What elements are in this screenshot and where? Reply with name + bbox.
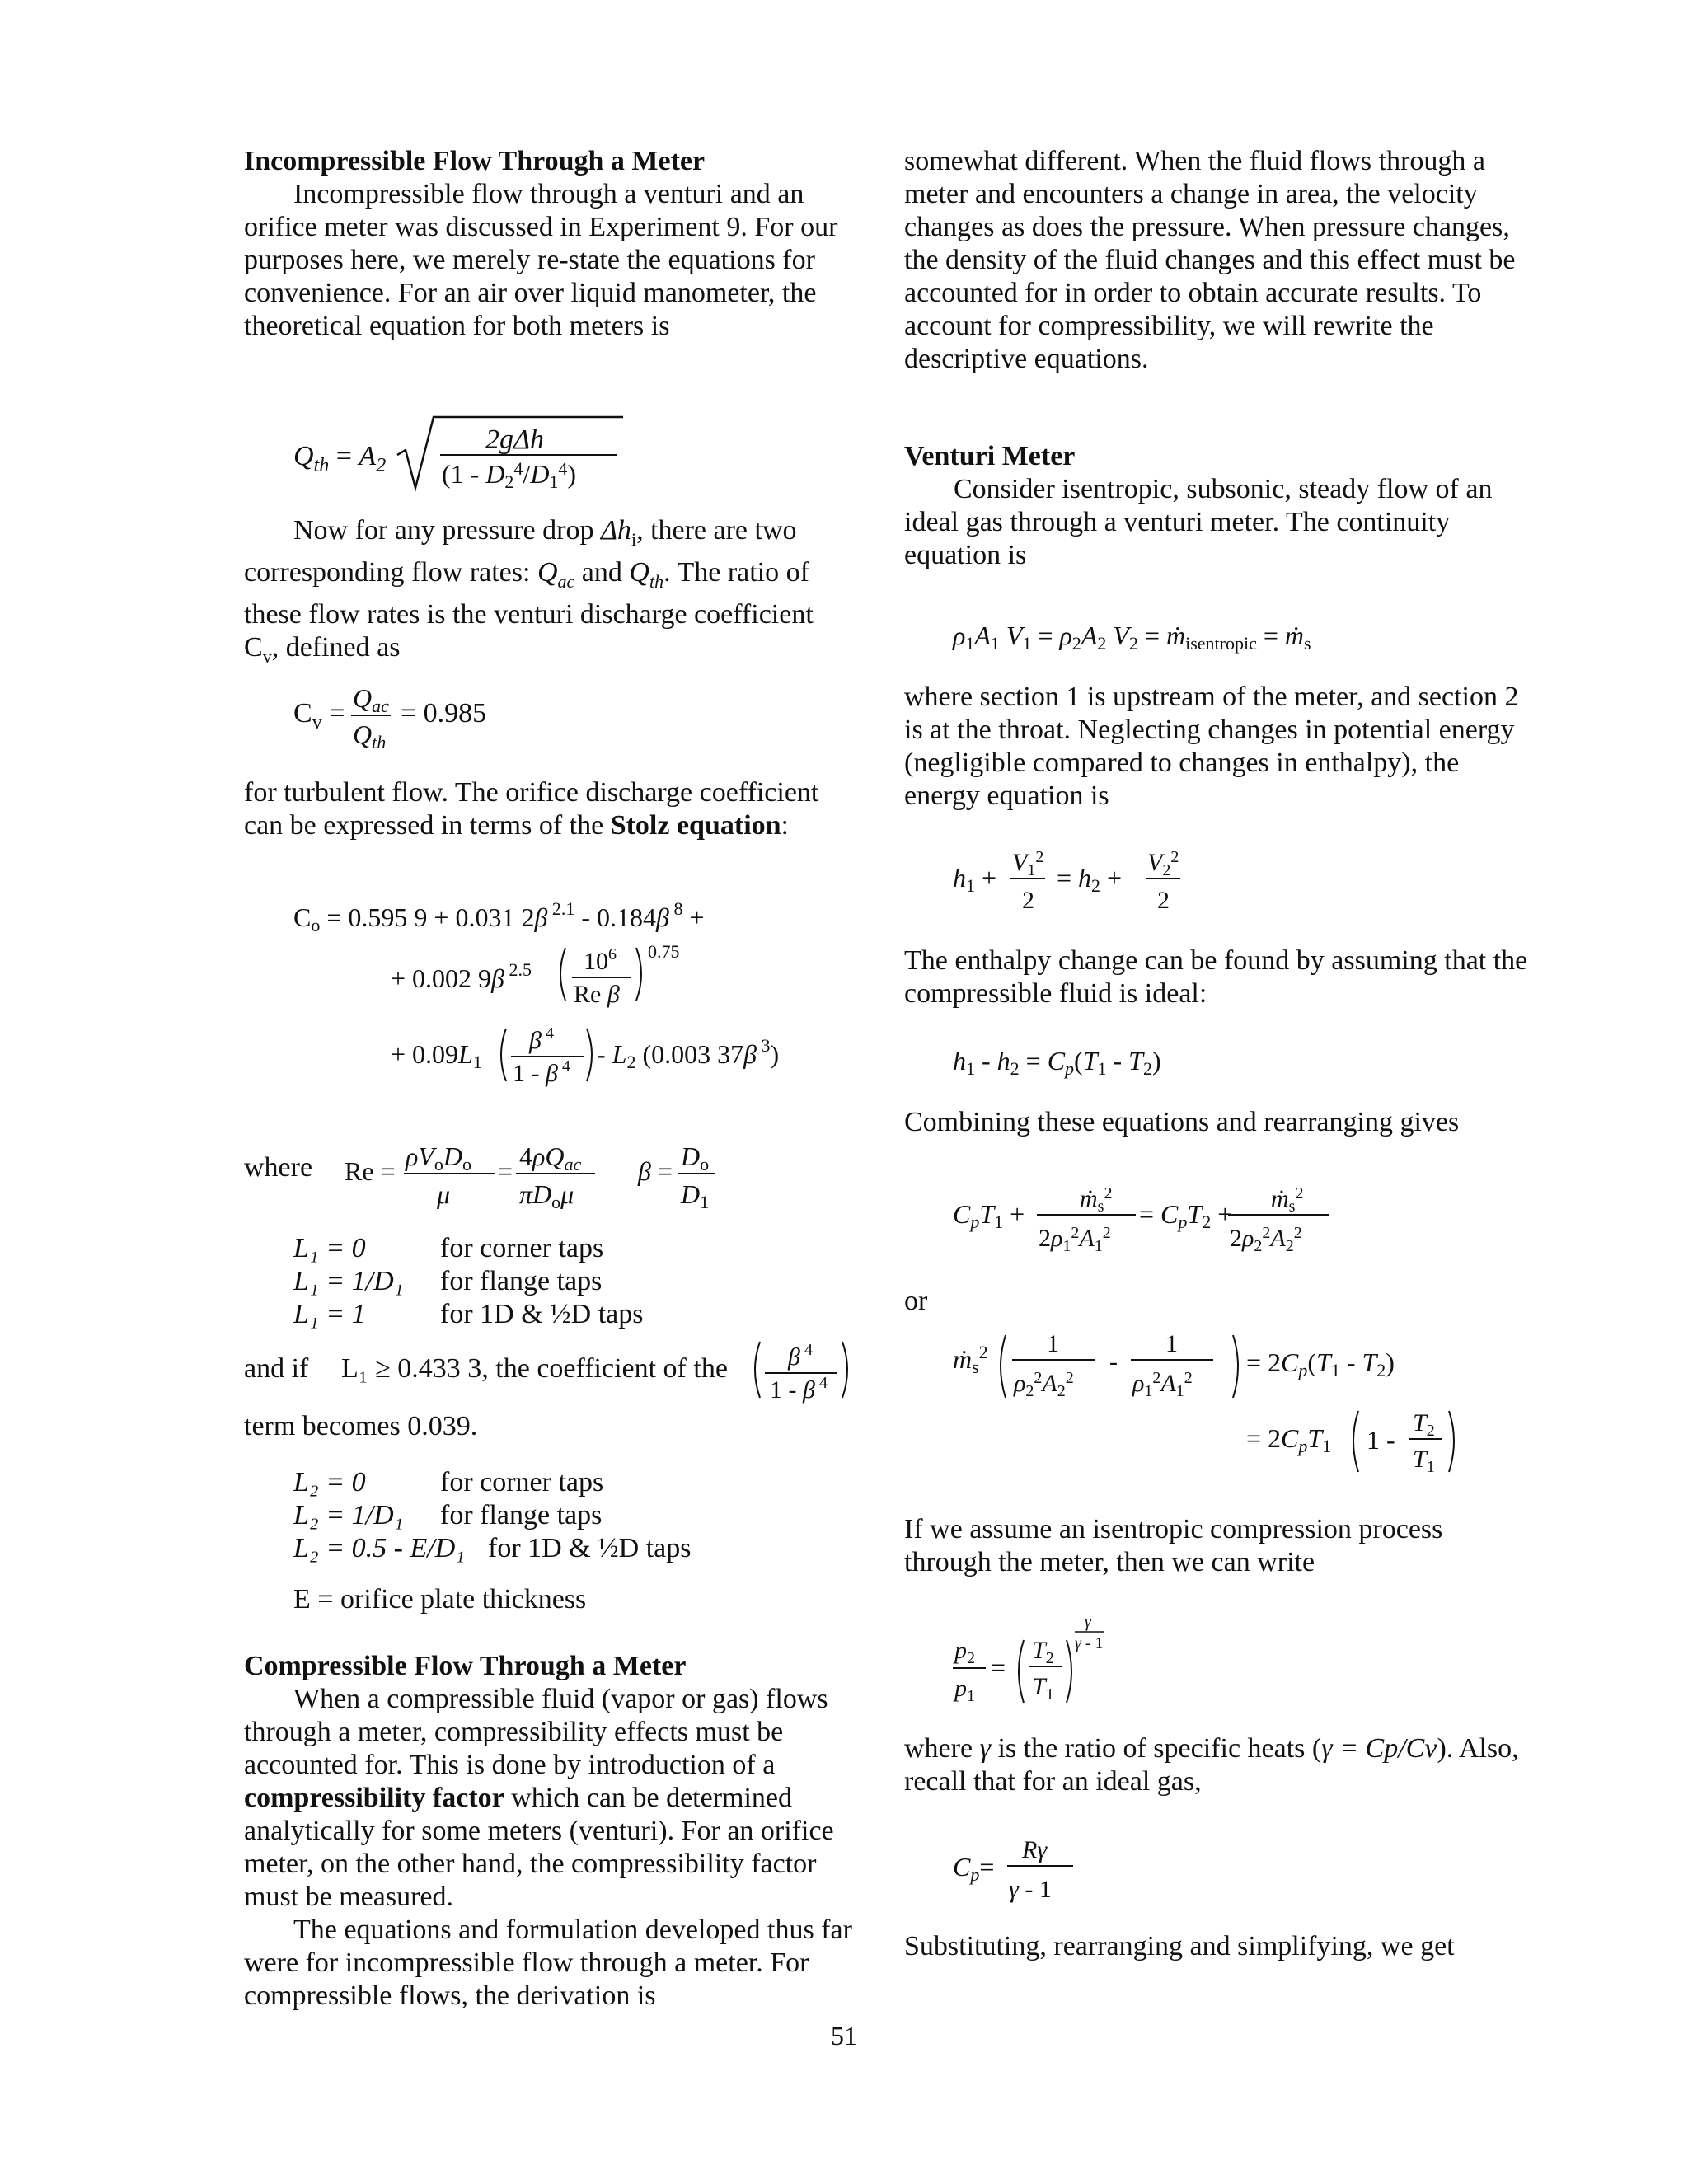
- section-heading-incompressible: Incompressible Flow Through a Meter: [244, 146, 706, 176]
- svg-text:h1 - h2 = Cp(T1 - T2): h1 - h2 = Cp(T1 - T2): [953, 1046, 1161, 1079]
- svg-text:2: 2: [1157, 887, 1170, 914]
- page-number: 51: [831, 2021, 857, 2050]
- equation-reynolds-beta: [345, 1134, 740, 1216]
- paragraph-isentropic: If we assume an isentropic compression process through the meter, then we can write: [904, 1514, 1443, 1577]
- l1-row-rhs: for 1D & ½D taps: [440, 1299, 644, 1329]
- l1-row-rhs: for corner taps: [440, 1233, 604, 1263]
- svg-text:2ρ22A22: $2\rho_2^2A_2^2$: [1230, 1224, 1302, 1255]
- paragraph-specific-heats: where γ is the ratio of specific heats (γ = Cp/Cv). Also, recall that for an ideal gas,: [904, 1733, 1519, 1797]
- paragraph-enthalpy: The enthalpy change can be found by assuming that the compressible fluid is ideal:: [904, 945, 1528, 1009]
- equation-beta-ratio: [752, 1335, 867, 1409]
- svg-text:V22: $V_2^2$: [1147, 848, 1179, 879]
- svg-text:1 - β 4: 1 - β $^4$: [770, 1374, 828, 1404]
- svg-text:μ: μ: [437, 1179, 451, 1209]
- svg-text:Re =: Re =: [345, 1156, 396, 1186]
- svg-text:D1: D1: [681, 1179, 710, 1212]
- svg-text:γ: γ: [1085, 1613, 1091, 1631]
- l2-row-rhs: for corner taps: [440, 1467, 604, 1497]
- svg-text:p1: $p_1$: [954, 1675, 975, 1705]
- section-heading-compressible: Compressible Flow Through a Meter: [244, 1651, 687, 1681]
- svg-text:V12: $V_1^2$: [1012, 848, 1044, 879]
- l2-row-rhs: for flange taps: [440, 1500, 603, 1530]
- paragraph-pressure-drop: Now for any pressure drop $\Delta h_i$, there are two corresponding flow rates: $Q_{ac}$ and $Q_{th}$. The ratio of these flow rates is the venturi discharge coefficient $C_v$, defined as: [244, 515, 814, 667]
- svg-text:=: =: [498, 1156, 513, 1186]
- svg-text:Cp=: Cp=: [953, 1852, 995, 1885]
- label-where: where: [244, 1152, 313, 1183]
- l2-row-lhs: L₂ = 1/D₁: [293, 1500, 404, 1530]
- svg-text:ṁs2: ṁs$^2$: [953, 1342, 988, 1377]
- svg-text:Qac: Qac: [353, 683, 389, 716]
- svg-text:ρVoDo: ρVoDo: [406, 1141, 472, 1174]
- svg-text:= CpT2 +: = CpT2 +: [1139, 1199, 1233, 1232]
- svg-text:4ρQac: 4ρQac: [519, 1141, 582, 1174]
- svg-text:0.75: 0.75: [648, 941, 680, 962]
- paragraph-combining: Combining these equations and rearranging gives: [904, 1107, 1460, 1137]
- svg-text:2ρ12A12: $2\rho_1^2A_1^2$: [1039, 1224, 1111, 1255]
- svg-text:ṁs2: ṁ$_s^2$: [1080, 1184, 1113, 1216]
- svg-text:2: 2: [1022, 887, 1034, 914]
- paragraph-incompressible-intro: Incompressible flow through a venturi and an orifice meter was discussed in Experiment 9. For our purposes here, we merely re-state the equations for convenience. For an air over liquid manometer, the theoretical equation for both meters is: [244, 179, 838, 341]
- svg-text:β 4: β $^4$: [529, 1024, 554, 1054]
- equation-mass-flow: [953, 1319, 1530, 1492]
- text-e-definition: E = orifice plate thickness: [293, 1584, 587, 1615]
- equation-stolz: [293, 898, 870, 1096]
- equation-isentropic: [953, 1607, 1167, 1706]
- svg-text:T2: $T_2$: [1032, 1637, 1054, 1667]
- equation-cp: [953, 1826, 1118, 1909]
- l1-row-lhs: L₁ = 0: [293, 1233, 366, 1263]
- l2-row-rhs: for 1D & ½D taps: [488, 1533, 692, 1563]
- label-or: or: [904, 1286, 928, 1316]
- svg-text:h1 +: h1 +: [953, 863, 997, 896]
- svg-text:= h2 +: = h2 +: [1057, 863, 1123, 896]
- svg-text:Qth: Qth: [353, 719, 387, 752]
- svg-text:Do: Do: [681, 1141, 710, 1174]
- section-venturi: [904, 440, 1531, 572]
- svg-text:= 2CpT1: = 2CpT1: [1246, 1423, 1332, 1456]
- svg-text:-: -: [1109, 1348, 1118, 1376]
- svg-text:1: 1: [1047, 1330, 1059, 1357]
- equation-continuity: [953, 612, 1447, 661]
- paragraph-derivation: The equations and formulation developed thus far were for incompressible flow through a meter. For compressible flows, the derivation is: [244, 1915, 852, 2011]
- l1-row-rhs: for flange taps: [440, 1266, 603, 1296]
- svg-text:γ - 1: γ - 1: [1075, 1634, 1104, 1652]
- svg-text:= 0.985: = 0.985: [401, 698, 487, 729]
- svg-text:ρ1A1 V1 = ρ2A2 V2 = ṁisentrop: ρ1A1 V1 = ρ2A2 V2 = ṁisentropic = ṁs: [953, 621, 1311, 654]
- svg-text:γ - 1: γ - 1: [1009, 1876, 1052, 1903]
- l1-row-lhs: L₁ = 1/D₁: [293, 1266, 404, 1296]
- svg-text:β 4: β $^4$: [788, 1341, 813, 1371]
- equation-qth: [293, 412, 640, 494]
- svg-text:T1: $T_1$: [1032, 1673, 1054, 1704]
- eq-qth-lhs: $Q_{th} = A_2$: [293, 441, 387, 476]
- paragraph-energy: where section 1 is upstream of the meter, and section 2 is at the throat. Neglecting changes in potential energy (negligible compared to changes in enthalpy), the energy equation is: [904, 682, 1519, 811]
- svg-text:- L2 (0.003 37β 3): - L2 (0.003 37β $^3$): [597, 1035, 780, 1072]
- equation-enthalpy: [953, 1040, 1299, 1081]
- l2-row-lhs: L₂ = 0: [293, 1467, 366, 1497]
- l2-row-lhs: L₂ = 0.5 - E/D₁: [293, 1533, 466, 1563]
- right-column-intro: [904, 145, 1531, 376]
- svg-text:πDoμ: πDoμ: [519, 1179, 574, 1212]
- svg-text:1 -: 1 -: [1367, 1425, 1395, 1455]
- svg-text:β =: β =: [638, 1156, 673, 1186]
- equation-combined: [953, 1174, 1381, 1264]
- paragraph-substituting: Substituting, rearranging and simplifying, we get: [904, 1931, 1455, 1961]
- svg-text:(1 - D24/D14): $(1 - D2^4/D1^4)$: [442, 458, 577, 492]
- paragraph-stolz: for turbulent flow. The orifice discharge coefficient can be expressed in terms of the Stolz equation:: [244, 777, 819, 841]
- svg-text:1: 1: [1165, 1330, 1178, 1357]
- equation-energy: [953, 841, 1217, 923]
- svg-text:2gΔh: 2gΔh: [485, 424, 544, 455]
- svg-text:p2: $p_2$: [954, 1637, 975, 1667]
- l1-row-lhs: L₁ = 1: [293, 1299, 366, 1329]
- svg-text:Co = 0.595 9 + 0.031 2β 2.1 -: Co = 0.595 9 + 0.031 2β $^{2.1}$ - 0.184β $^8$ +: [293, 898, 705, 935]
- svg-text:T1: $T_1$: [1413, 1446, 1435, 1476]
- svg-text:+ 0.002 9β 2.5: + 0.002 9β $^{2.5}$: [391, 959, 532, 993]
- svg-text:ρ22A22: $\rho_2^2A_2^2$: [1014, 1369, 1074, 1400]
- paragraph-compressibility: When a compressible fluid (vapor or gas) flows through a meter, compressibility effects must be accounted for. This is done by introduction of a compressibility factor which can be determined analytically for some meters (venturi). For an orifice meter, on the other hand, the compressibility factor must be measured.: [244, 1684, 834, 1912]
- svg-text:ρ12A12: $\rho_1^2A_1^2$: [1132, 1369, 1193, 1400]
- left-column: [244, 145, 854, 343]
- text-and-if-condition: L₁ ≥ 0.433 3, the coefficient of the: [341, 1353, 728, 1384]
- svg-text:T2: $T_2$: [1413, 1409, 1435, 1440]
- svg-text:106: $10^6$: [584, 945, 617, 975]
- svg-text:CpT1 +: CpT1 +: [953, 1199, 1025, 1232]
- paragraph-venturi-intro: Consider isentropic, subsonic, steady flow of an ideal gas through a venturi meter. The continuity equation is: [904, 474, 1493, 570]
- svg-text:Re β: Re β: [574, 981, 620, 1008]
- paragraph-compressible-continued: somewhat different. When the fluid flows through a meter and encounters a change in area, the velocity changes as does the pressure. When pressure changes, the density of the fluid changes and this effect must be accounted for in order to obtain accurate results. To account for compressibility, we will rewrite the descriptive equations.: [904, 146, 1516, 374]
- svg-text:Cv =: $C_v$ =: [293, 698, 345, 733]
- equation-cv: [293, 676, 541, 758]
- svg-text:+ 0.09L1: + 0.09L1: [391, 1039, 482, 1072]
- svg-text:= 2Cp(T1 - T2): = 2Cp(T1 - T2): [1246, 1347, 1395, 1380]
- svg-text:Rγ: Rγ: [1022, 1836, 1048, 1863]
- section-heading-venturi: Venturi Meter: [904, 441, 1076, 471]
- svg-text:1 - β 4: 1 - β $^4$: [513, 1057, 570, 1087]
- svg-text:ṁs2: ṁ$_s^2$: [1271, 1184, 1304, 1216]
- label-and-if: and if: [244, 1353, 309, 1384]
- text-term-becomes: term becomes 0.039.: [244, 1411, 478, 1441]
- svg-text:=: =: [991, 1652, 1006, 1682]
- section-compressible: [244, 1650, 854, 2013]
